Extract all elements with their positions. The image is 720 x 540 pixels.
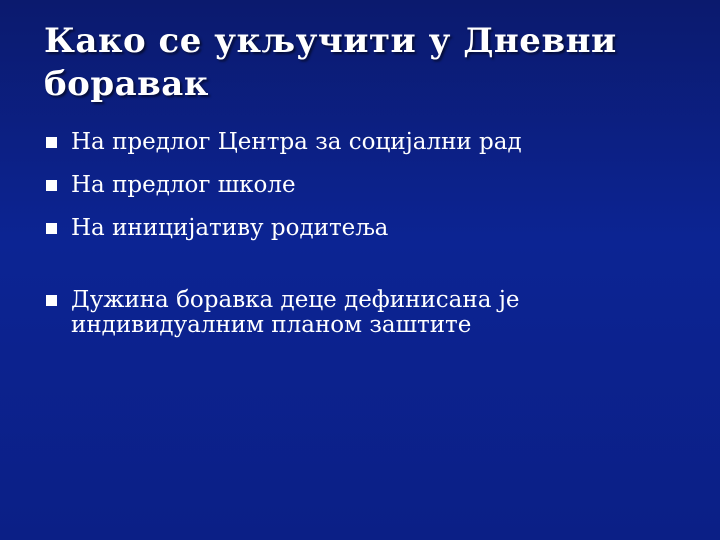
bullet-text: Дужина боравка деце дефинисана је индивидуалним планом заштите (71, 287, 520, 338)
bullet-list (44, 130, 684, 356)
bullet-text: На иницијативу родитеља (71, 215, 389, 242)
bullet-item (44, 130, 684, 154)
slide-title: Како се укључити у Дневни боравак (44, 21, 617, 104)
bullet-text: На предлог школе (71, 172, 296, 199)
square-bullet-icon (46, 223, 57, 234)
bullet-item (44, 216, 684, 240)
bullet-text: На предлог Центра за социјални рад (71, 129, 522, 155)
square-bullet-icon (46, 137, 57, 148)
square-bullet-icon (46, 295, 57, 306)
bullet-item (44, 288, 684, 336)
square-bullet-icon (46, 180, 57, 191)
bullet-item (44, 173, 684, 197)
